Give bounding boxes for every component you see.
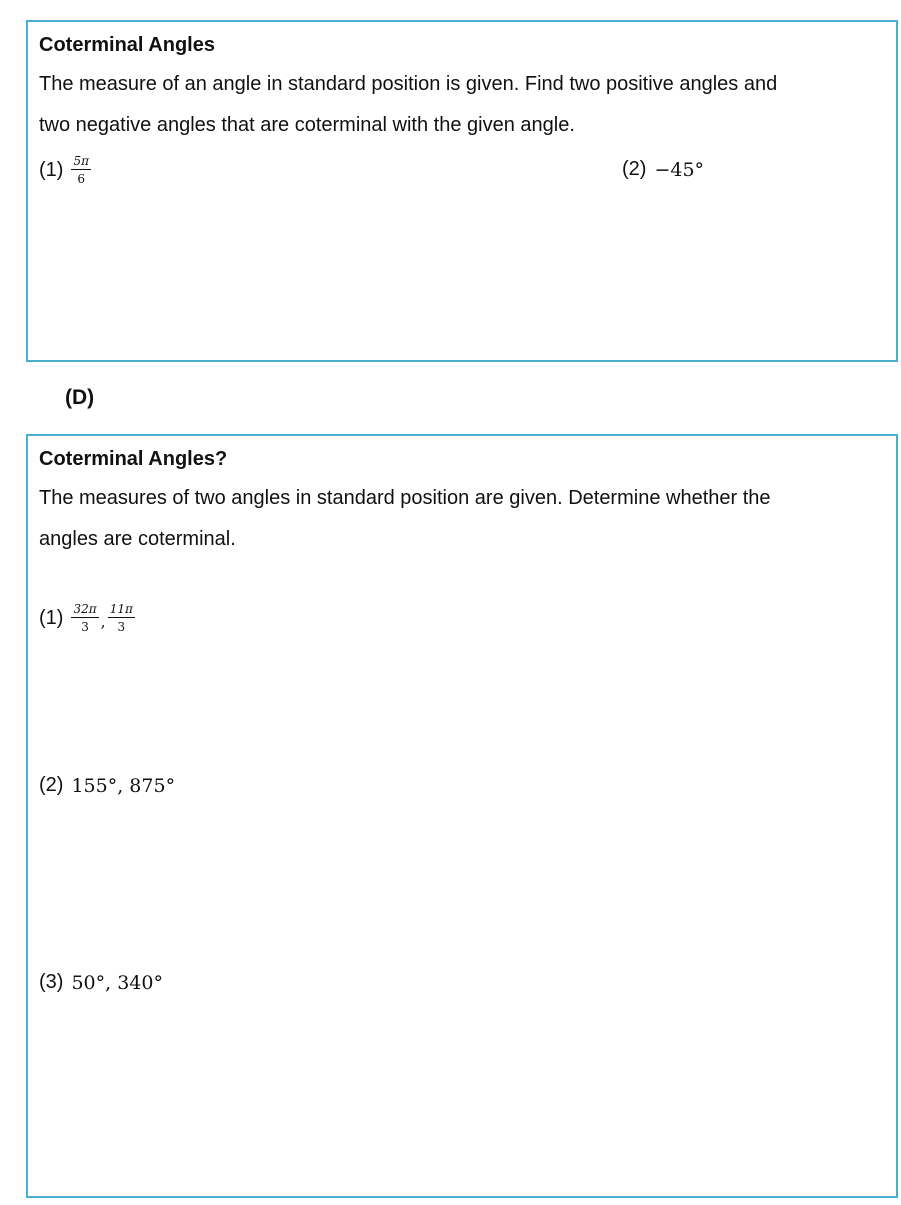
numerator: 5π bbox=[73, 154, 89, 168]
problem-number: (2) bbox=[622, 158, 647, 180]
problem-2 bbox=[622, 158, 704, 181]
problem-number: (1) bbox=[39, 606, 64, 629]
section-label: (D) bbox=[65, 386, 95, 409]
problem-2 bbox=[39, 774, 175, 797]
problem-number: (1) bbox=[39, 158, 64, 181]
coterminal-angles-box bbox=[26, 20, 898, 362]
section1-instructions-line2: two negative angles that are coterminal with the given angle. bbox=[39, 114, 575, 136]
angle-values: 50°, 340° bbox=[71, 971, 163, 994]
section2-title: Coterminal Angles? bbox=[39, 448, 228, 470]
separator: , bbox=[100, 611, 106, 631]
denominator: 6 bbox=[77, 172, 86, 186]
problem-3 bbox=[39, 971, 163, 994]
fraction-a bbox=[71, 602, 98, 634]
fraction-b bbox=[108, 602, 135, 634]
fraction bbox=[71, 154, 91, 186]
section1-instructions-line1: The measure of an angle in standard position is given. Find two positive angles and bbox=[39, 73, 778, 95]
section1-title: Coterminal Angles bbox=[39, 34, 215, 56]
angle-value: −45° bbox=[654, 158, 705, 181]
numerator: 32π bbox=[73, 602, 97, 616]
problem-number: (2) bbox=[39, 774, 64, 796]
coterminal-angles-question-box bbox=[26, 434, 898, 1198]
problem-number: (3) bbox=[39, 971, 64, 993]
numerator: 11π bbox=[109, 602, 133, 616]
denominator: 3 bbox=[117, 620, 126, 634]
section2-instructions-line2: angles are coterminal. bbox=[39, 528, 236, 550]
section2-instructions-line1: The measures of two angles in standard position are given. Determine whether the bbox=[39, 487, 771, 509]
problem-1 bbox=[39, 154, 91, 186]
problem-1 bbox=[39, 602, 135, 634]
angle-values: 155°, 875° bbox=[71, 774, 176, 797]
denominator: 3 bbox=[81, 620, 89, 634]
